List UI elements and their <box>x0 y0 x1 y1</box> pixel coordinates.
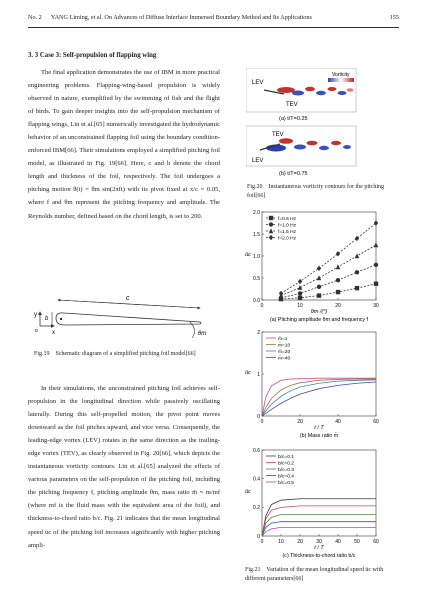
section-title: 3. 3 Case 3: Self-propulsion of flapping wing <box>28 52 157 59</box>
x-axis-label: t / T <box>314 425 324 431</box>
y-tick-label: 0 <box>257 413 260 420</box>
x-tick-label: 0 <box>260 539 264 545</box>
thickness-label: b <box>45 316 49 322</box>
fig21-caption <box>245 566 400 583</box>
y-axis-label: ūc <box>245 370 251 376</box>
x-tick-label: 40 <box>335 539 341 545</box>
x-tick-label: 10 <box>278 539 284 545</box>
x-axis-label: θm /(°) <box>310 309 328 315</box>
subplot-caption: (c) Thickness-to-chord ratio b/c <box>282 553 356 559</box>
subplot-caption: (a) Pitching amplitude θm and frequency f <box>269 317 369 323</box>
legend-label: m̄=20 <box>278 349 291 355</box>
x-tick-label: 30 <box>373 303 379 309</box>
x-tick-label: 0 <box>260 419 264 425</box>
fig20-caption-text: Instantaneous vorticity contours for the pitching foil[66] <box>247 184 384 199</box>
origin-label: o <box>35 328 38 334</box>
series-line <box>262 499 376 536</box>
y-axis-label: ūc <box>245 489 251 495</box>
data-point <box>374 282 378 286</box>
issue-number: No. 2 <box>28 14 42 21</box>
header-title: YANG Liming, et al. On Advances of Diffuse Interface Immersed Boundary Method and Its Applications <box>50 14 312 21</box>
legend-label: f=2.0 Hz <box>278 236 296 242</box>
x-tick-label: 60 <box>373 419 379 425</box>
data-point <box>317 293 321 297</box>
series-line <box>262 506 376 536</box>
running-header <box>28 14 399 28</box>
axis-y-label: y <box>34 312 37 318</box>
x-tick-label: 60 <box>373 539 379 545</box>
colorbar-label: Vorticity <box>332 72 350 78</box>
subplot-caption: (b) Mass ratio m̄ <box>299 433 339 439</box>
pivot-point <box>60 318 62 320</box>
series-line <box>262 382 376 416</box>
header-rule <box>28 27 399 28</box>
data-point <box>336 290 340 294</box>
y-tick-label: 0.0 <box>253 297 260 304</box>
y-tick-label: 1.5 <box>253 231 260 238</box>
x-axis-label: t / T <box>314 545 324 551</box>
theta-label: θm <box>198 331 207 337</box>
fig19-schematic <box>30 288 220 348</box>
legend-label: b/c=0.1 <box>278 454 294 460</box>
series-line <box>281 284 376 299</box>
series-line <box>281 265 376 298</box>
data-point <box>336 251 340 256</box>
legend-label: b/c=0.2 <box>278 461 294 467</box>
y-tick-label: 1 <box>257 371 260 378</box>
data-point <box>317 285 321 289</box>
data-point <box>298 291 302 295</box>
data-point <box>374 220 378 225</box>
legend-label: f=1.5 Hz <box>278 229 296 235</box>
lev-label-a: LEV <box>252 80 264 86</box>
page-number: 155 <box>389 14 399 21</box>
header-left <box>28 14 312 21</box>
legend-label: f=1.0 Hz <box>278 223 296 229</box>
fig19-caption <box>34 350 216 359</box>
data-point <box>355 236 359 241</box>
legend-label: m̄=1 <box>278 336 288 342</box>
legend-marker <box>269 228 273 233</box>
y-axis-label: ūc <box>245 252 251 258</box>
series-line <box>262 378 376 416</box>
lev-label-b: LEV <box>252 158 264 164</box>
axis-x-label: x <box>52 330 55 336</box>
data-point <box>355 270 359 274</box>
legend-label: f=0.5 Hz <box>278 216 296 222</box>
y-tick-label: 0 <box>257 533 260 540</box>
data-point <box>317 266 321 271</box>
x-tick-label: 20 <box>335 303 341 309</box>
fig21c-chart <box>236 446 396 566</box>
x-tick-label: 40 <box>335 419 341 425</box>
fig19-caption-num: Fig.19 <box>34 351 50 357</box>
y-tick-label: 0.6 <box>253 447 260 454</box>
data-point <box>374 263 378 267</box>
x-tick-label: 50 <box>354 539 360 545</box>
legend-marker <box>269 222 273 226</box>
chord-label: c <box>126 295 130 302</box>
x-tick-label: 20 <box>297 539 303 545</box>
x-tick-label: 10 <box>297 303 303 309</box>
series-line <box>262 515 376 537</box>
legend-marker <box>269 216 273 220</box>
legend-label: m̄=40 <box>278 356 291 362</box>
x-tick-label: 20 <box>297 419 303 425</box>
fig20-vorticity <box>246 68 386 180</box>
legend-label: b/c=0.4 <box>278 474 294 480</box>
data-point <box>336 278 340 282</box>
fig21-caption-text: Variation of the mean longitudinal speed ūc with different parameters[66] <box>245 567 384 582</box>
x-tick-label: 0 <box>260 303 264 309</box>
y-tick-label: 2 <box>257 329 260 336</box>
fig21a-chart <box>236 206 396 328</box>
data-point <box>298 296 302 300</box>
y-tick-label: 0.5 <box>253 275 260 282</box>
fig20-caption-num: Fig.20 <box>247 184 263 190</box>
tev-label-b: TEV <box>272 132 284 138</box>
y-tick-label: 1.0 <box>253 253 260 260</box>
fig20-caption <box>247 183 399 200</box>
foil-shape <box>56 313 201 325</box>
x-tick-label: 30 <box>316 539 322 545</box>
series-line <box>262 380 376 416</box>
fig21-caption-num: Fig.21 <box>245 567 261 573</box>
y-tick-label: 2.0 <box>253 209 260 216</box>
subcap-20a: (a) t/T=0.25 <box>279 116 308 122</box>
data-point <box>298 285 302 290</box>
fig19-caption-text: Schematic diagram of a simplified pitching foil model[66] <box>55 351 196 357</box>
y-tick-label: 0.4 <box>253 476 260 483</box>
legend-label: m̄=10 <box>278 343 291 349</box>
data-point <box>355 253 359 258</box>
data-point <box>298 279 302 284</box>
legend-label: b/c=0.5 <box>278 480 294 486</box>
data-point <box>317 275 321 280</box>
y-tick-label: 0.2 <box>253 505 260 512</box>
subcap-20b: (b) t/T=0.75 <box>279 171 308 177</box>
data-point <box>355 286 359 290</box>
tev-label-a: TEV <box>286 102 298 108</box>
series-line <box>262 522 376 536</box>
legend-marker <box>269 235 273 240</box>
paragraph-1: The final application demonstrates the use of IBM in more practical engineering problems. Flapping-wing-based propulsion is widely observed in nature, exemplified by the swimming of fish and the flight of birds. To gain deeper insights into the self-propulsion mechanism of flapping wings, Lin et al.[65] numerically investigated the hydrodynamic behavior of an unconstrained flapping foil using the boundary condition-enforced IBM[66]. Their simulations employed a simplified pitching foil model, as illustrated in Fig. 19[66]. Here, c and b denote the chord length and thickness of the foil, respectively. The foil undergoes a pitching motion θ(t) = θm sin(2πft) with its pivot fixed at x/c = 0.05, where f and θm represent the pitching frequency and amplitude. The Reynolds number, defined based on the chord length, is set to 200. <box>28 69 220 220</box>
legend-label: b/c=0.3 <box>278 467 294 473</box>
data-point <box>336 264 340 269</box>
fig21b-chart <box>236 328 396 446</box>
data-point <box>374 242 378 247</box>
colorbar <box>328 78 354 82</box>
paragraph-2: In their simulations, the unconstrained pitching foil achieves self-propulsion in the longitudinal direction while passively oscillating laterally. During this self-propelled motion, the pivot point moves downward as the foil pitches upward, and vice versa. Consequently, the leading-edge vortex (LEV) rotates in the same direction as the trailing-edge vortex (TEV), as clearly observed in Fig. 20[66], which depicts the instantaneous vorticity contours. Lin et al.[65] analyzed the effects of various parameters on the self-propulsion of the pitching foil, including the pitching frequency f, pitching amplitude θm, mass ratio m̄ = m/mf (where mf is the fluid mass with the equivalent area of the foil), and thickness-to-chord ratio b/c. Fig. 21 indicates that the mean longitudinal speed ūc of the pitching foil increases significantly with higher pitching ampli- <box>28 385 220 549</box>
